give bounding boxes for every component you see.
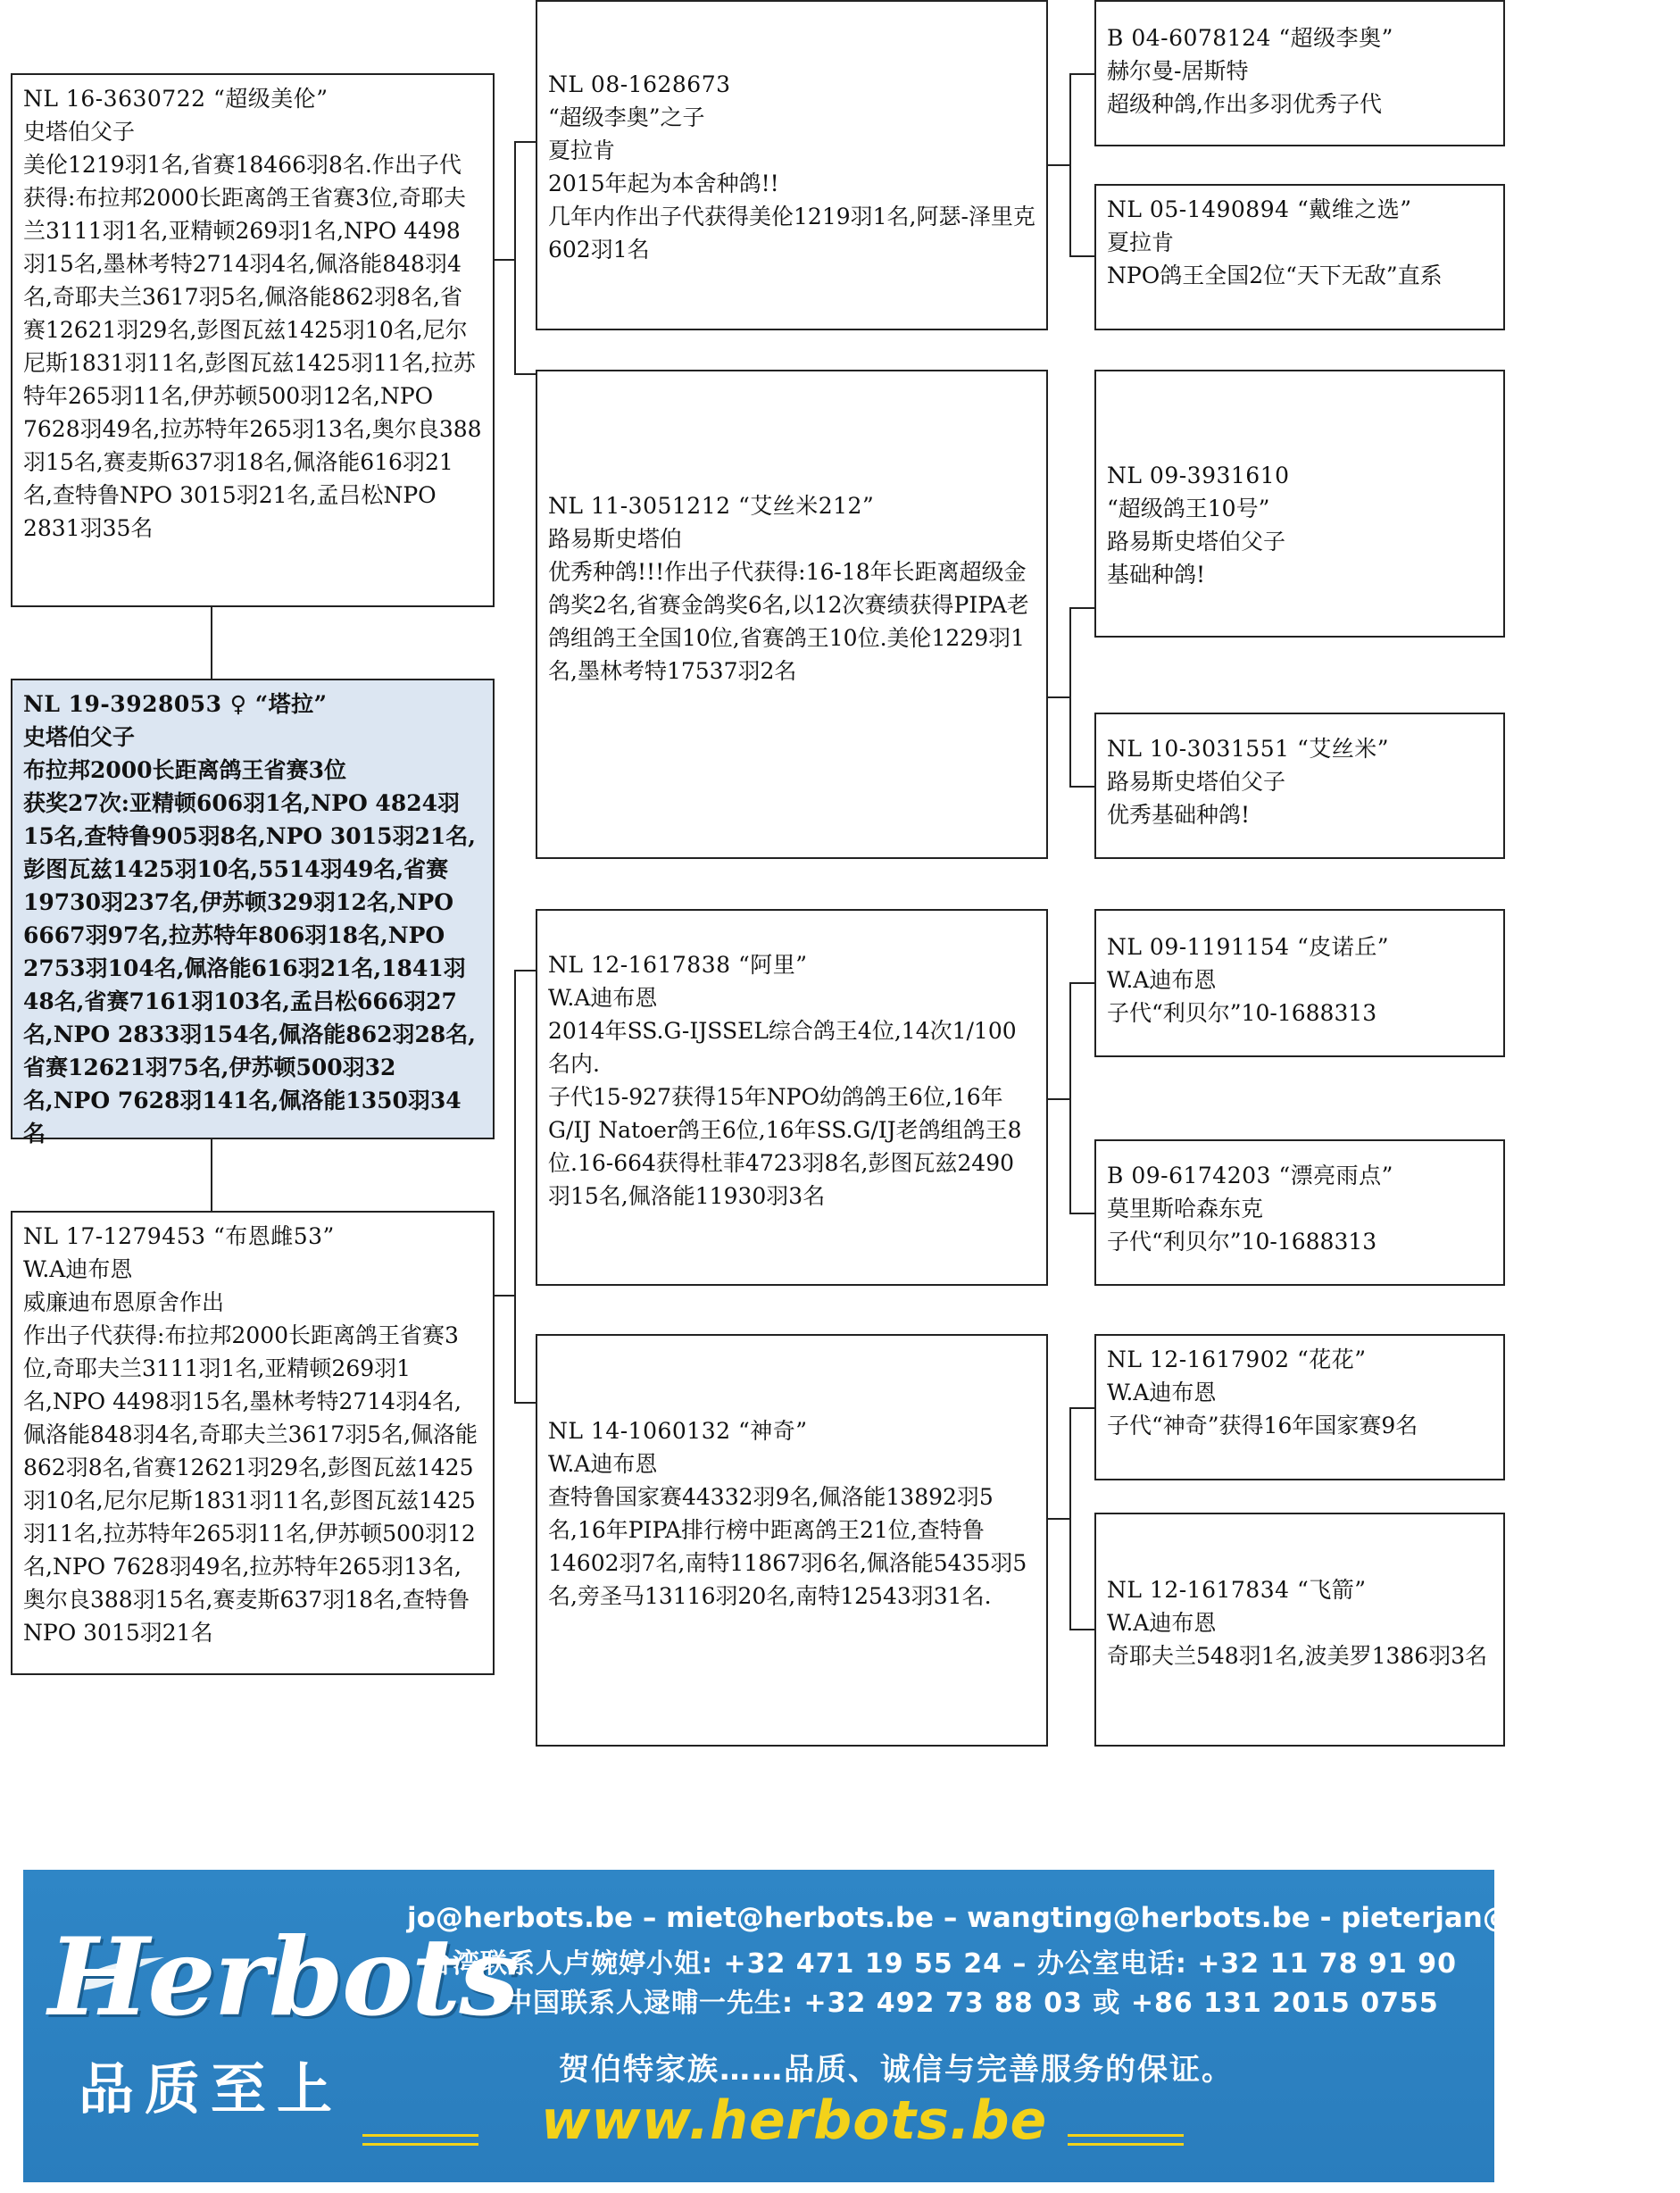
gen3-7-breeder: W.A迪布恩 (1107, 1380, 1217, 1405)
bracket-sire-bottom (514, 373, 536, 375)
gen3-1-breeder: 赫尔曼-居斯特 (1107, 58, 1249, 84)
subject-title: 布拉邦2000长距离鸽王省赛3位 (23, 757, 346, 783)
gen3-box-6 (1094, 1139, 1505, 1286)
dam-box (11, 1211, 495, 1675)
dam-sire-title: 2014年SS.G-IJSSEL综合鸽王4位,14次1/100名内. (548, 1018, 1017, 1077)
gen3-3-ring-number: NL 09-3931610 (1107, 463, 1290, 488)
bracket-g2-1-vertical (1069, 73, 1071, 257)
sire-results: 美伦1219羽1名,省赛18466羽8名.作出子代获得:布拉邦2000长距离鸽王省赛3位,奇耶夫兰3111羽1名,亚精顿269羽1名,NPO 4498羽15名,墨林考特2714羽4名,佩洛能848羽4名,奇耶夫兰3617羽5名,佩洛能862羽8名,省赛12621羽29名,彭图瓦兹1425羽10名,尼尔尼斯1831羽11名,彭图瓦兹1425羽11名,拉苏特年265羽11名,伊苏顿500羽12名,NPO 7628羽49名,拉苏特年265羽13名,奥尔良388羽15名,赛麦斯637羽18名,佩洛能616羽21名,查特鲁NPO 3015羽21名,孟吕松NPO 2831羽35名 (23, 152, 482, 541)
taiwan-contact: 台湾联系人卢婉婷小姐: +32 471 19 55 24 – 办公室电话: +32 11 78 91 90 (425, 1948, 1457, 1980)
divider-left-2 (362, 2143, 478, 2146)
gen3-7-ring-number: NL 12-1617902 “花花” (1107, 1347, 1367, 1372)
sire-sire-breeder: 夏拉肯 (548, 138, 616, 163)
gen3-5-breeder: W.A迪布恩 (1107, 967, 1217, 993)
email-list[interactable]: jo@herbots.be – miet@herbots.be – wangting@herbots.be - pieterjan@herbots.be (407, 1902, 1680, 1934)
dam-sire-results: 子代15-927获得15年NPO幼鸽鸽王6位,16年G/IJ Natoer鸽王6位,16年SS.G/IJ老鸽组鸽王8位.16-664获得杜菲4723羽8名,彭图瓦兹2490羽15名,佩洛能11930羽3名 (548, 1084, 1022, 1209)
gen3-box-4 (1094, 713, 1505, 859)
bracket-g2-2-stem (1048, 696, 1069, 698)
bracket-dam-bottom (514, 1402, 536, 1404)
divider-right (1068, 2134, 1184, 2137)
gen3-3-name: “超级鸽王10号” (1107, 496, 1270, 521)
bracket-g2-3-stem (1048, 1098, 1069, 1100)
gen3-2-note: NPO鸽王全国2位“天下无敌”直系 (1107, 263, 1443, 288)
gen3-7-note: 子代“神奇”获得16年国家赛9名 (1107, 1413, 1418, 1438)
gen3-8-note: 奇耶夫兰548羽1名,波美罗1386羽3名 (1107, 1643, 1488, 1669)
bracket-g2-4-bottom (1069, 1629, 1094, 1630)
sire-box (11, 73, 495, 607)
bracket-sire-top (514, 141, 536, 143)
divider-right-2 (1068, 2143, 1184, 2146)
sire-ring-number: NL 16-3630722 “超级美伦” (23, 86, 329, 112)
dam-dam-box (536, 1334, 1048, 1747)
dam-sire-ring-number: NL 12-1617838 “阿里” (548, 952, 808, 978)
subject-results: 获奖27次:亚精顿606羽1名,NPO 4824羽15名,查特鲁905羽8名,NPO 3015羽21名,彭图瓦兹1425羽10名,5514羽49名,省赛19730羽237名,伊苏顿329羽12名,NPO 6667羽97名,拉苏特年806羽18名,NPO 2753羽104名,佩洛能616羽21名,1841羽48名,省赛7161羽103名,孟吕松666羽27名,NPO 2833羽154名,佩洛能862羽28名,省赛12621羽75名,伊苏顿500羽32名,NPO 7628羽141名,佩洛能1350羽34名 (23, 790, 476, 1147)
bracket-g2-2-bottom (1069, 786, 1094, 788)
bracket-g2-2-top (1069, 607, 1094, 609)
gen3-box-5 (1094, 909, 1505, 1057)
sire-sire-status: 2015年起为本舍种鸽!! (548, 171, 779, 196)
gen3-box-7 (1094, 1334, 1505, 1480)
gen3-5-note: 子代“利贝尔”10-1688313 (1107, 1000, 1377, 1026)
china-contact: 中国联系人逯晡一先生: +32 492 73 88 03 或 +86 131 2015 0755 (505, 1988, 1439, 2019)
divider-left (362, 2134, 478, 2137)
herbots-logo: Herbots (48, 1914, 518, 2040)
gen3-4-ring-number: NL 10-3031551 “艾丝米” (1107, 736, 1390, 762)
sire-dam-ring-number: NL 11-3051212 “艾丝米212” (548, 493, 875, 519)
connector-subject-dam (211, 1139, 212, 1211)
bracket-g2-4-vertical (1069, 1407, 1071, 1630)
dam-sire-breeder: W.A迪布恩 (548, 985, 658, 1011)
bracket-g2-1-top (1069, 73, 1094, 75)
gen3-4-breeder: 路易斯史塔伯父子 (1107, 769, 1286, 795)
gen3-box-2 (1094, 184, 1505, 330)
dam-origin: 威廉迪布恩原舍作出 (23, 1289, 225, 1315)
gen3-box-8 (1094, 1513, 1505, 1747)
bracket-g2-4-top (1069, 1407, 1094, 1409)
gen3-8-breeder: W.A迪布恩 (1107, 1610, 1217, 1636)
bracket-g2-1-bottom (1069, 255, 1094, 257)
gen3-8-ring-number: NL 12-1617834 “飞箭” (1107, 1577, 1367, 1603)
sire-sire-note: “超级李奥”之子 (548, 104, 705, 130)
dam-dam-ring-number: NL 14-1060132 “神奇” (548, 1418, 808, 1444)
subject-ring-number: NL 19-3928053 ♀ “塔拉” (23, 691, 328, 717)
bracket-g2-3-top (1069, 982, 1094, 984)
dam-sire-box (536, 909, 1048, 1286)
dam-results: 作出子代获得:布拉邦2000长距离鸽王省赛3位,奇耶夫兰3111羽1名,亚精顿269羽1名,NPO 4498羽15名,墨林考特2714羽4名,佩洛能848羽4名,奇耶夫兰3617羽5名,佩洛能862羽8名,省赛12621羽29名,彭图瓦兹1425羽10名,尼尔尼斯1831羽11名,彭图瓦兹1425羽11名,拉苏特年265羽11名,伊苏顿500羽12名,NPO 7628羽49名,拉苏特年265羽13名,奥尔良388羽15名,赛麦斯637羽18名,查特鲁NPO 3015羽21名 (23, 1322, 478, 1646)
gen3-3-breeder: 路易斯史塔伯父子 (1107, 529, 1286, 555)
bracket-g2-2-vertical (1069, 607, 1071, 788)
bracket-dam-top (514, 970, 536, 971)
bracket-g2-4-stem (1048, 1518, 1069, 1520)
gen3-6-ring-number: B 09-6174203 “漂亮雨点” (1107, 1163, 1393, 1188)
gen3-1-ring-number: B 04-6078124 “超级李奥” (1107, 25, 1393, 51)
sire-sire-box (536, 0, 1048, 330)
bracket-sire-vertical (514, 141, 516, 375)
bracket-dam-stem (495, 1295, 514, 1297)
subject-box (11, 679, 495, 1147)
bracket-g2-1-stem (1048, 164, 1069, 166)
herbots-banner (23, 1870, 1680, 2182)
gen3-4-note: 优秀基础种鸽! (1107, 802, 1251, 828)
tagline: 贺伯特家族……品质、诚信与完善服务的保证。 (559, 2052, 1234, 2088)
website-link[interactable]: www.herbots.be (541, 2089, 1048, 2152)
gen3-1-note: 超级种鸽,作出多羽优秀子代 (1107, 91, 1382, 117)
sire-sire-ring-number: NL 08-1628673 (548, 71, 731, 97)
dam-dam-breeder: W.A迪布恩 (548, 1451, 658, 1477)
gen3-2-ring-number: NL 05-1490894 “戴维之选” (1107, 196, 1412, 222)
gen3-2-breeder: 夏拉肯 (1107, 229, 1175, 255)
gen3-box-1 (1094, 0, 1505, 146)
dam-dam-results: 查特鲁国家赛44332羽9名,佩洛能13892羽5名,16年PIPA排行榜中距离鸽王21位,查特鲁14602羽7名,南特11867羽6名,佩洛能5435羽5名,旁圣马13116羽20名,南特12543羽31名. (548, 1484, 1027, 1609)
gen3-6-note: 子代“利贝尔”10-1688313 (1107, 1229, 1377, 1255)
bracket-sire-stem (495, 259, 514, 261)
bracket-g2-3-vertical (1069, 982, 1071, 1214)
slogan: 品质至上 (79, 2056, 344, 2122)
sire-dam-results: 优秀种鸽!!!作出子代获得:16-18年长距离超级金鸽奖2名,省赛金鸽奖6名,以12次赛绩获得PIPA老鸽组鸽王全国10位,省赛鸽王10位.美伦1229羽1名,墨林考特17537羽2名 (548, 559, 1029, 684)
sire-dam-breeder: 路易斯史塔伯 (548, 526, 683, 552)
sire-sire-results: 几年内作出子代获得美伦1219羽1名,阿瑟-泽里克602羽1名 (548, 204, 1035, 263)
dam-ring-number: NL 17-1279453 “布恩雌53” (23, 1223, 335, 1249)
gen3-box-3 (1094, 370, 1505, 638)
gen3-5-ring-number: NL 09-1191154 “皮诺丘” (1107, 934, 1390, 960)
gen3-3-note: 基础种鸽! (1107, 562, 1206, 588)
sire-dam-box (536, 370, 1048, 859)
bracket-g2-3-bottom (1069, 1213, 1094, 1214)
sire-breeder: 史塔伯父子 (23, 119, 136, 145)
subject-breeder: 史塔伯父子 (23, 724, 136, 750)
gen3-6-breeder: 莫里斯哈森东克 (1107, 1196, 1264, 1222)
dam-breeder: W.A迪布恩 (23, 1256, 133, 1282)
bracket-dam-vertical (514, 970, 516, 1404)
connector-sire-subject (211, 607, 212, 679)
